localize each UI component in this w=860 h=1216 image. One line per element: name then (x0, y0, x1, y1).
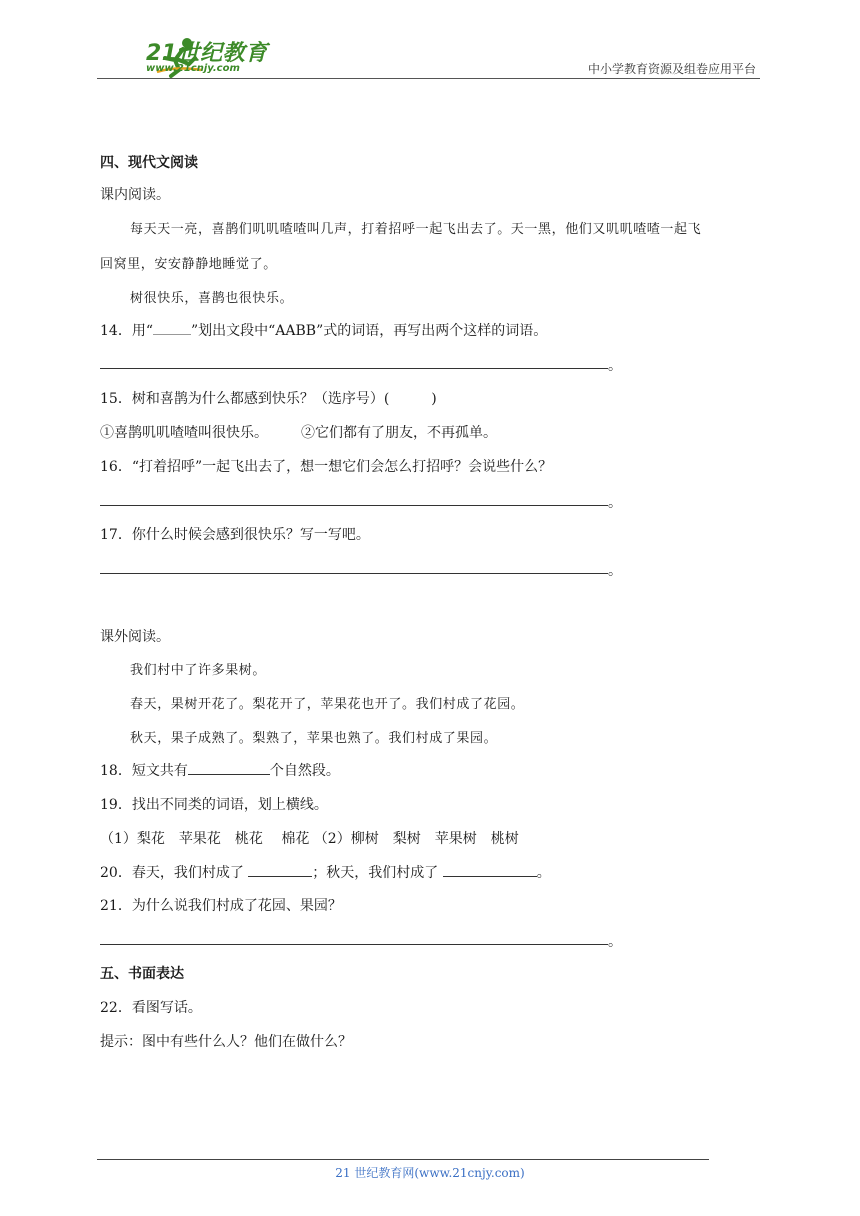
story1-para2: 树很快乐，喜鹊也很快乐。 (130, 291, 294, 306)
q15-option-2: ②它们都有了朋友，不再孤单。 (301, 425, 497, 441)
q18-text-b: 个自然段。 (269, 763, 340, 779)
story1-line1: 每天天一亮，喜鹊们叽叽喳喳叫几声，打着招呼一起飞出去了。天一黑，他们又叽叽喳喳一起飞 (130, 222, 702, 237)
story1-line2: 回窝里，安安静静地睡觉了。 (100, 257, 277, 272)
question-19: 19．找出不同类的词语，划上横线。 (100, 797, 328, 813)
outclass-label: 课外阅读。 (100, 629, 170, 645)
footer-text: 21 世纪教育网(www.21cnjy.com) (335, 1166, 525, 1180)
section-5-title: 五、书面表达 (100, 966, 184, 982)
q14-answer-line[interactable] (100, 368, 608, 369)
story2-para3: 秋天，果子成熟了。梨熟了，苹果也熟了。我们村成了果园。 (130, 731, 498, 746)
story2-para2: 春天，果树开花了。梨花开了，苹果花也开了。我们村成了花园。 (130, 697, 525, 712)
header-divider (97, 78, 760, 79)
q14-mark-blank (153, 322, 191, 335)
q18-answer-blank[interactable] (188, 762, 270, 775)
footer-divider (97, 1159, 709, 1160)
q20-text-c: 。 (536, 865, 551, 881)
question-22: 22．看图写话。 (100, 1000, 202, 1016)
q14-period: 。 (608, 358, 622, 374)
question-18 (100, 760, 340, 780)
question-21: 21．为什么说我们村成了花园、果园？ (100, 898, 342, 914)
q19-options: （1）梨花 苹果花 桃花 棉花 （2）柳树 梨树 苹果树 桃树 (100, 831, 519, 847)
q21-answer-line[interactable] (100, 944, 608, 945)
section-4-title: 四、现代文阅读 (100, 155, 198, 171)
q20-text-a: 20．春天，我们村成了 (100, 865, 249, 881)
q20-blank-spring[interactable] (248, 864, 312, 877)
q15-option-1: ①喜鹊叽叽喳喳叫很快乐。 (100, 425, 268, 441)
q20-blank-autumn[interactable] (443, 864, 537, 877)
question-17: 17．你什么时候会感到很快乐？写一写吧。 (100, 527, 370, 543)
q17-answer-line[interactable] (100, 573, 608, 574)
logo-url: www.21cnjy.com (146, 63, 240, 74)
q16-period: 。 (608, 495, 622, 511)
q22-hint: 提示：图中有些什么人？他们在做什么？ (100, 1034, 352, 1050)
logo-title: 21世纪教育 (146, 41, 268, 66)
q21-period: 。 (608, 934, 622, 950)
inclass-label: 课内阅读。 (100, 187, 170, 203)
q16-answer-line[interactable] (100, 505, 608, 506)
question-15 (100, 388, 437, 408)
q14-text-b: ”划出文段中“AABB”式的词语，再写出两个这样的词语。 (190, 323, 548, 339)
q20-text-b: ；秋天，我们村成了 (312, 865, 443, 881)
story2-para1: 我们村中了许多果树。 (130, 663, 267, 678)
question-16: 16．“打着招呼”一起飞出去了，想一想它们会怎么打招呼？会说些什么？ (100, 459, 553, 475)
q18-text-a: 18．短文共有 (100, 763, 188, 779)
question-20 (100, 862, 551, 882)
platform-name: 中小学教育资源及组卷应用平台 (587, 62, 756, 76)
q15-close: ) (431, 391, 437, 407)
q15-text: 15．树和喜鹊为什么都感到快乐？（选序号）( (100, 391, 390, 407)
q14-text-a: 14．用“ (100, 323, 153, 339)
q17-period: 。 (608, 563, 622, 579)
question-14 (100, 320, 547, 340)
